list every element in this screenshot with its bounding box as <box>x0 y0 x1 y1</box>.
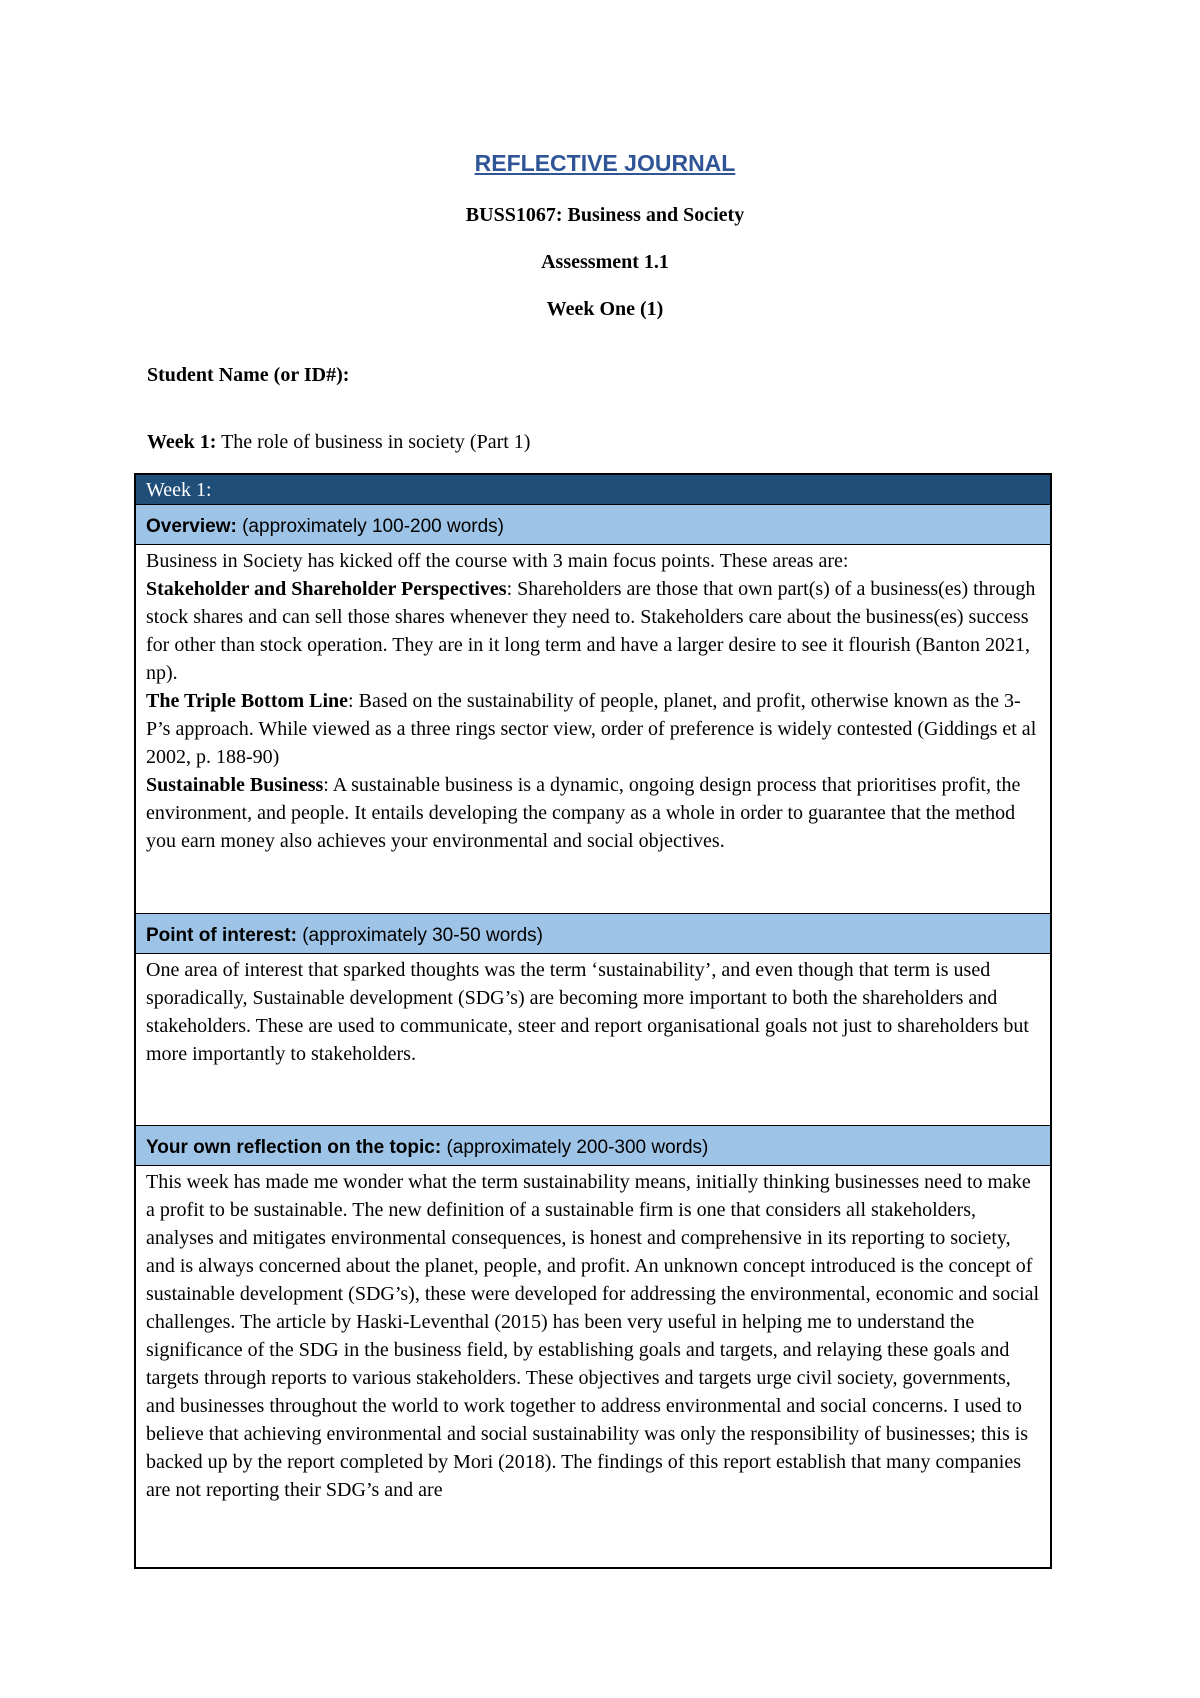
table-week-header: Week 1: <box>136 475 1050 505</box>
interest-header <box>136 914 1050 954</box>
week-heading: Week One (1) <box>546 298 664 320</box>
week-topic-line <box>147 431 530 454</box>
overview-label: Overview: <box>146 516 237 537</box>
student-name-label: Student Name (or ID#): <box>147 364 350 386</box>
reflection-body <box>136 1166 1050 1567</box>
overview-term: Sustainable Business <box>146 774 324 796</box>
reflection-header <box>136 1126 1050 1166</box>
overview-text: : A sustainable business is a dynamic, ongoing design process that prioritises profit, the environment, and people. It entails developing the company as a whole in order to guarantee that the method you earn money also achieves your environmental and social objectives. <box>146 774 1021 852</box>
overview-text: : Based on the sustainability of people, planet, and profit, otherwise known as the 3-P’s approach. While viewed as a three rings sector view, order of preference is widely contested (Giddings et al 2002, p. 188-90) <box>146 690 1037 768</box>
week-topic-label: Week 1: <box>147 431 217 453</box>
course-code: BUSS1067: Business and Society <box>465 204 745 226</box>
interest-text: One area of interest that sparked thoughts was the term ‘sustainability’, and even though that term is used sporadically, Sustainable development (SDG’s) are becoming more important to both the shareholders and stakeholders. These are used to communicate, steer and report organisational goals not just to shareholders but more importantly to stakeholders. <box>146 959 1029 1065</box>
week-topic-text: The role of business in society (Part 1) <box>216 431 531 453</box>
reflection-label: Your own reflection on the topic: <box>146 1137 442 1158</box>
overview-term: Stakeholder and Shareholder Perspectives <box>146 578 507 600</box>
overview-hint: (approximately 100-200 words) <box>236 516 505 537</box>
overview-body <box>136 545 1050 914</box>
student-name-line <box>147 364 349 387</box>
interest-hint: (approximately 30-50 words) <box>296 925 543 946</box>
overview-point-triple-bottom-line <box>146 687 1040 771</box>
overview-header <box>136 505 1050 545</box>
overview-term: The Triple Bottom Line <box>146 690 349 712</box>
interest-body <box>136 954 1050 1126</box>
assessment-label: Assessment 1.1 <box>541 251 669 273</box>
overview-intro: Business in Society has kicked off the course with 3 main focus points. These areas are: <box>146 550 849 572</box>
reflection-hint: (approximately 200-300 words) <box>441 1137 709 1158</box>
interest-label: Point of interest: <box>146 925 297 946</box>
overview-point-stakeholders <box>146 575 1040 687</box>
reflection-text: This week has made me wonder what the term sustainability means, initially thinking businesses need to make a profit to be sustainable. The new definition of a sustainable firm is one that considers all stakeholders, analyses and mitigates environmental consequences, is honest and comprehensive in its reporting to society, and is always concerned about the planet, people, and profit. An unknown concept introduced is the concept of sustainable development (SDG’s), these were developed for addressing the environmental, economic and social challenges. The article by Haski-Leventhal (2015) has been very useful in helping me to understand the significance of the SDG in the business field, by establishing goals and targets, and relaying these goals and targets through reports to various stakeholders. These objectives and targets urge civil society, governments, and businesses throughout the world to work together to address environmental and social concerns. I used to believe that achieving environmental and social sustainability was only the responsibility of businesses; this is backed up by the report completed by Mori (2018). The findings of this report establish that many companies are not reporting their SDG’s and are <box>146 1171 1040 1501</box>
journal-table <box>134 473 1052 1569</box>
journal-title: REFLECTIVE JOURNAL <box>474 150 736 176</box>
overview-point-sustainable-business <box>146 771 1040 855</box>
overview-text: : Shareholders are those that own part(s) of a business(es) through stock shares and can sell those shares whenever they need to. Stakeholders care about the business(es) success for other than stock operation. They are in it long term and have a larger desire to see it flourish (Banton 2021, np). <box>146 578 1036 684</box>
